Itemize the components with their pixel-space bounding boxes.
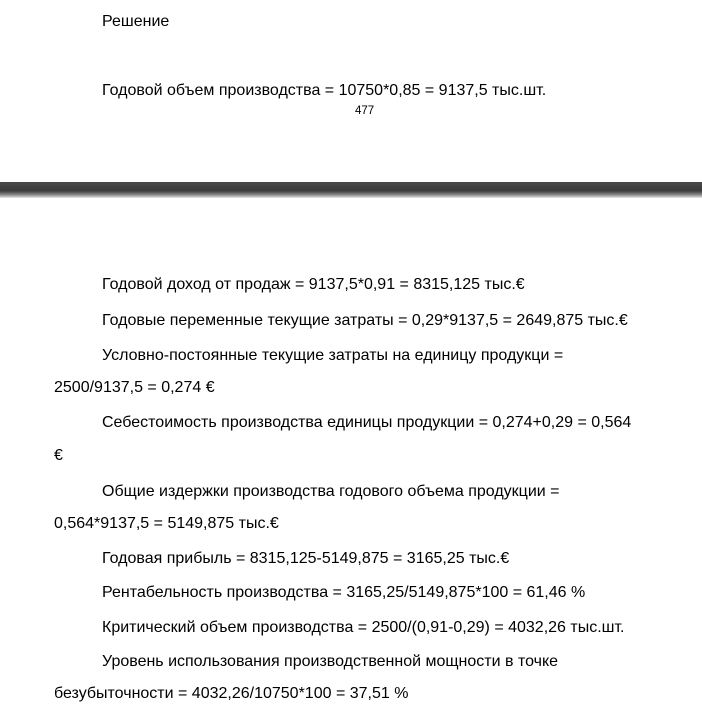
text-line: Годовой доход от продаж = 9137,5*0,91 = 8315,125 тыс.€ bbox=[102, 276, 525, 293]
text-line: 2500/9137,5 = 0,274 € bbox=[54, 379, 215, 396]
text-line: 0,564*9137,5 = 5149,875 тыс.€ bbox=[54, 515, 279, 532]
text-line: € bbox=[54, 447, 63, 464]
text-line: Общие издержки производства годового объема продукции = bbox=[102, 483, 560, 500]
text-line: Годовая прибыль = 8315,125-5149,875 = 3165,25 тыс.€ bbox=[102, 550, 510, 567]
annual-production-line: Годовой объем производства = 10750*0,85 = 9137,5 тыс.шт. bbox=[102, 82, 547, 99]
text-line: Критический объем производства = 2500/(0,91-0,29) = 4032,26 тыс.шт. bbox=[102, 619, 625, 636]
text-line: Себестоимость производства единицы продукции = 0,274+0,29 = 0,564 bbox=[102, 414, 632, 431]
text-line: Уровень использования производственной мощности в точке bbox=[102, 653, 559, 670]
page-break-divider bbox=[0, 182, 702, 198]
solution-heading: Решение bbox=[102, 13, 170, 30]
text-line: Годовые переменные текущие затраты = 0,29*9137,5 = 2649,875 тыс.€ bbox=[102, 312, 628, 329]
text-line: безубыточности = 4032,26/10750*100 = 37,51 % bbox=[54, 685, 409, 702]
text-line: Условно-постоянные текущие затраты на единицу продукци = bbox=[102, 347, 564, 364]
text-line: Рентабельность производства = 3165,25/5149,875*100 = 61,46 % bbox=[102, 584, 586, 601]
page-number: 477 bbox=[355, 105, 375, 117]
